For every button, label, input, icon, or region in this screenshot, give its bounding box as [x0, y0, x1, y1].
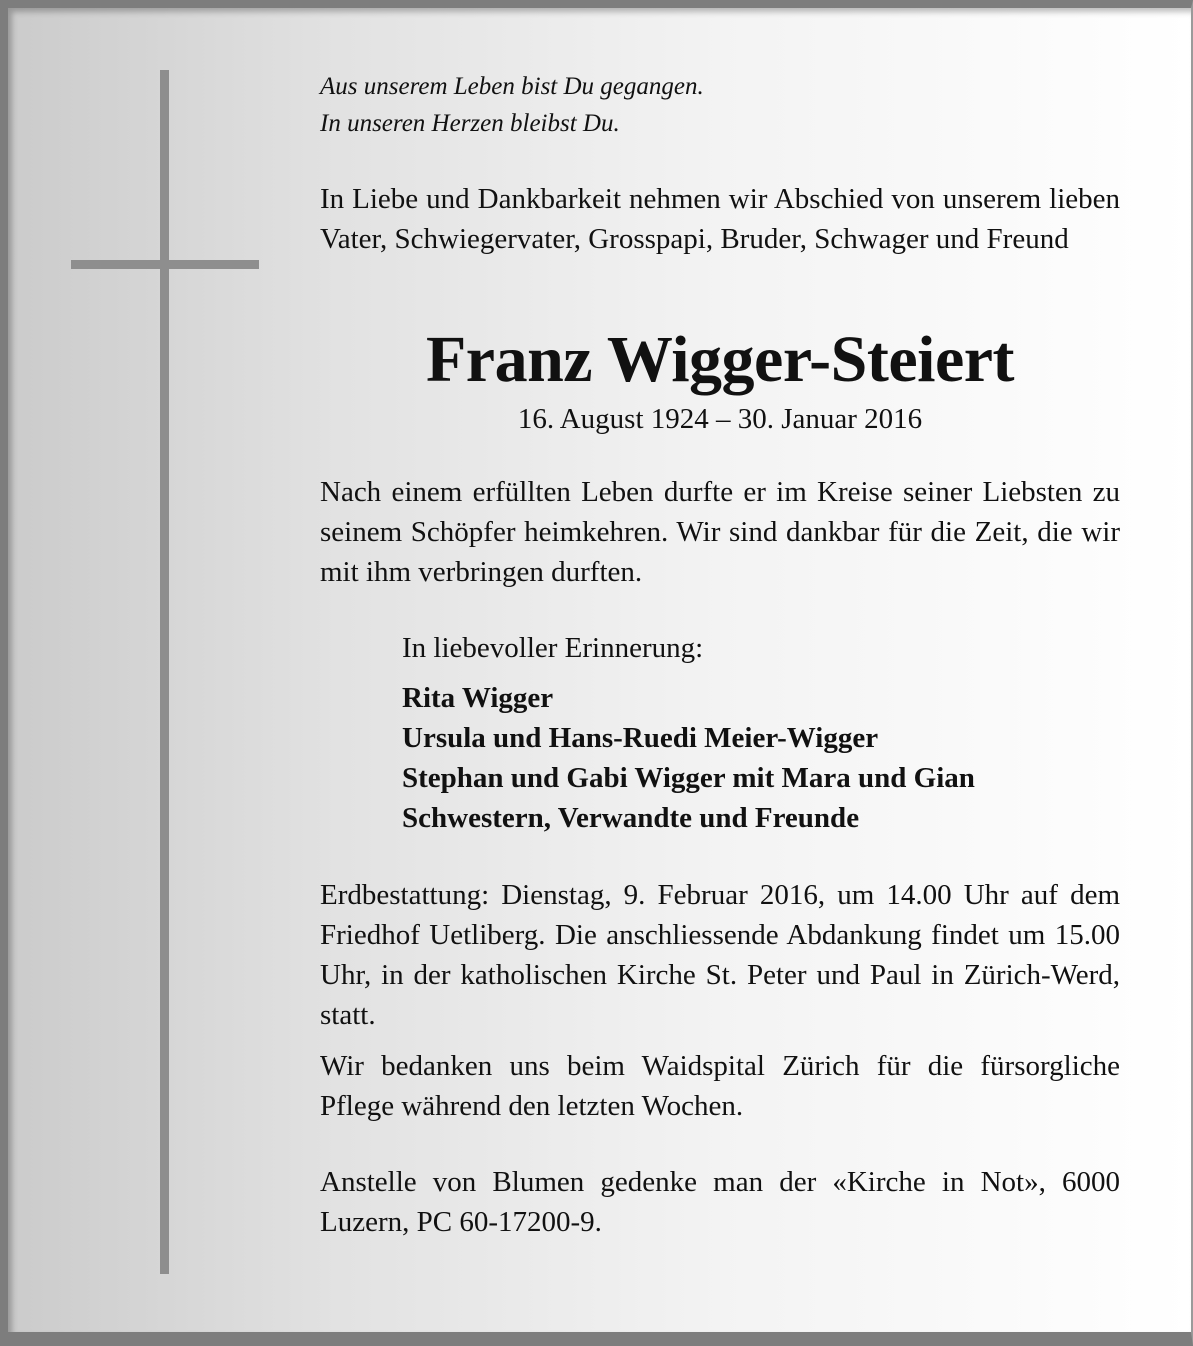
- motto: [320, 68, 1120, 142]
- funeral-text: Erdbestattung: Dienstag, 9. Februar 2016, um 14.00 Uhr auf dem Friedhof Uetliberg. Die anschliessende Abdankung findet um 15.00 Uhr, in der katholischen Kirche St. Peter und Paul in Zürich-Werd, statt.: [320, 879, 1120, 1031]
- motto-line-2: In unseren Herzen bleibst Du.: [320, 110, 620, 137]
- family-member: Ursula und Hans-Ruedi Meier-Wigger: [402, 722, 879, 754]
- life-dates: 16. August 1924 – 30. Januar 2016: [517, 403, 923, 435]
- donation-text: Anstelle von Blumen gedenke man der «Kirche in Not», 6000 Luzern, PC 60-17200-9.: [320, 1166, 1120, 1238]
- memory-label: In liebevoller Erinnerung:: [402, 632, 704, 664]
- notice-content: [320, 68, 1120, 1242]
- intro-text: In Liebe und Dankbarkeit nehmen wir Abschied von unserem lieben Vater, Schwiegervater, Grosspapi, Bruder, Schwager und Freund: [320, 183, 1120, 255]
- life-text: Nach einem erfüllten Leben durfte er im Kreise seiner Liebsten zu seinem Schöpfer heimkehren. Wir sind dankbar für die Zeit, die wir mit ihm verbringen durften.: [320, 476, 1120, 588]
- family-member: Schwestern, Verwandte und Freunde: [402, 802, 860, 834]
- family-list: [402, 678, 1120, 838]
- cross-vertical-bar: [160, 70, 169, 1274]
- deceased-name: Franz Wigger-Steiert: [425, 323, 1015, 396]
- cross-horizontal-bar: [71, 260, 259, 269]
- family-member: Rita Wigger: [402, 682, 554, 714]
- motto-line-1: Aus unserem Leben bist Du gegangen.: [320, 73, 704, 100]
- thanks-text: Wir bedanken uns beim Waidspital Zürich für die fürsorgliche Pflege während den letzten Wochen.: [320, 1050, 1120, 1122]
- family-member: Stephan und Gabi Wigger mit Mara und Gian: [402, 762, 975, 794]
